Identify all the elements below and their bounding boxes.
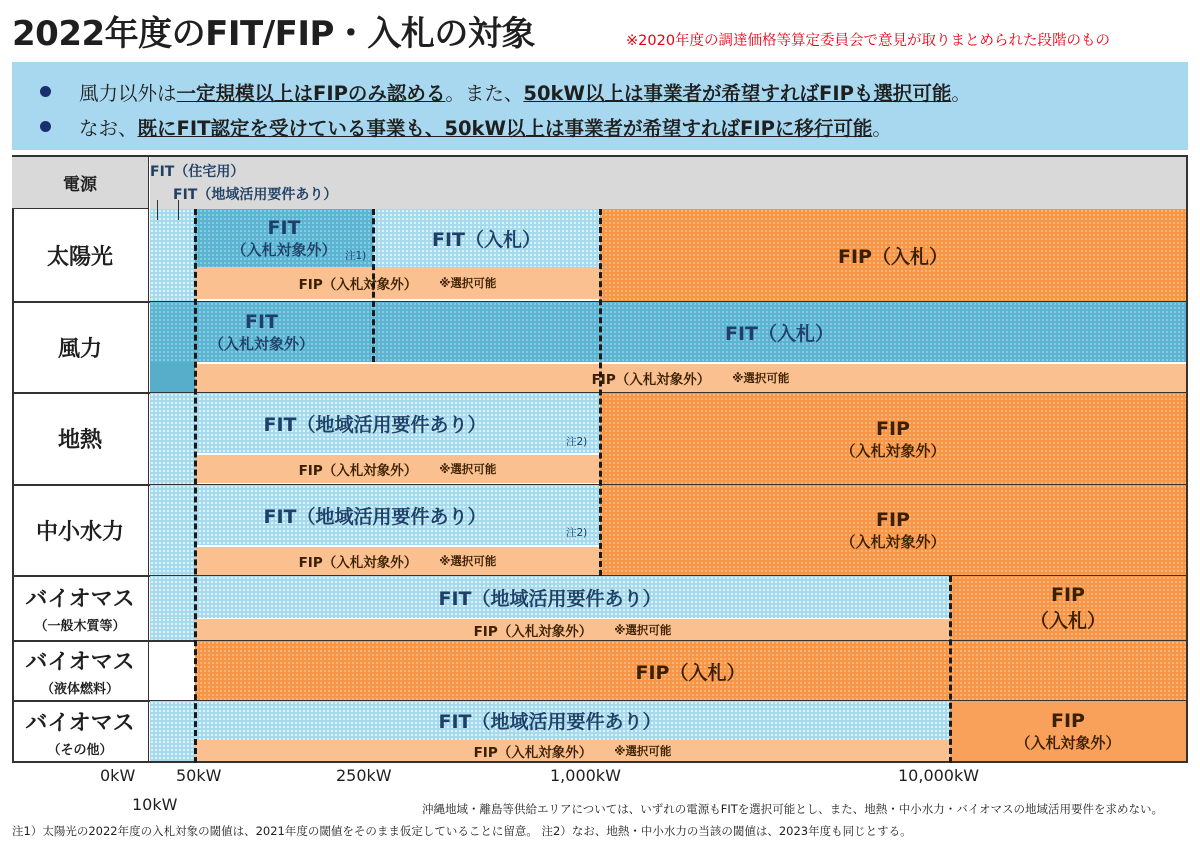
axis-tick-1000kw: 1,000kW (550, 766, 621, 785)
fit-home-label: FIT（住宅用） (150, 164, 245, 180)
fip-label: FIP (1051, 709, 1085, 732)
geo-fip (600, 393, 1186, 485)
row-sub-label: （一般木質等） (34, 619, 126, 634)
footnote-notes: 注1）太陽光の2022年度の入札対象の閾値は、2021年度の閾値をそのまま仮定していることに留意。 注2）なお、地熱・中小水力の当該の閾値は、2023年度も同じとする。 (12, 824, 912, 838)
row-label-biomass-general (12, 576, 149, 641)
bullet-emphasis: 一定規模以上はFIPのみ認める (176, 82, 446, 105)
hydro-fit-small (150, 545, 195, 576)
solar-fit-home (150, 209, 195, 302)
committee-note: ※2020年度の調達価格等算定委員会で意見が取りまとめられた段階のもの (626, 33, 1111, 49)
bio2-fip: FIP（入札） (195, 641, 1186, 701)
axis-tick-50kw: 50kW (176, 766, 222, 785)
bio3-fit-local: FIT（地域活用要件あり） (150, 701, 950, 740)
summary-banner (12, 62, 1188, 150)
fip-band-label: FIP（入札対象外） (298, 463, 418, 479)
fip-band-label: FIP（入札対象外） (298, 277, 418, 293)
pointer-line (178, 200, 179, 220)
fip-label: FIP (1051, 584, 1085, 606)
note-1-marker: 注1) (345, 250, 367, 262)
header-label: 電源 (12, 157, 149, 209)
wind-fit-small (150, 362, 195, 393)
hydro-fip (600, 485, 1186, 576)
fip-band-label: FIP（入札対象外） (473, 744, 593, 761)
fit-sub-label: （入札対象外） (231, 240, 337, 259)
page-title: 2022年度のFIT/FIP・入札の対象 (12, 14, 535, 54)
summary-bullet-1 (40, 78, 971, 106)
axis-tick-250kw: 250kW (336, 766, 392, 785)
bullet-text: 。 (872, 117, 892, 140)
footnote-okinawa: 沖縄地域・離島等供給エリアについては、いずれの電源もFITを選択可能とし、また、地熱・中小水力・バイオマスの地域活用要件を求めない。 (422, 802, 1163, 816)
threshold-1000kw-line (599, 209, 602, 576)
threshold-250kw-line (372, 209, 375, 362)
fit-label: FIT (244, 310, 278, 333)
row-label-solar: 太陽光 (12, 209, 149, 302)
hydro-fip-band (195, 547, 600, 575)
bullet-text: なお、 (79, 117, 138, 140)
row-label-biomass-liquid (12, 641, 149, 701)
row-label-geothermal: 地熱 (12, 393, 149, 485)
solar-fip-bid: FIP（入札） (600, 209, 1186, 302)
selectable-note: ※選択可能 (439, 554, 497, 568)
bio1-fip (950, 576, 1186, 641)
row-label-hydro: 中小水力 (12, 485, 149, 576)
row-label-biomass-other (12, 701, 149, 762)
axis-tick-10000kw: 10,000kW (898, 766, 980, 785)
bullet-text: 。また、 (445, 82, 524, 105)
pointer-line (157, 200, 158, 220)
bio1-fit-small (150, 618, 195, 641)
summary-bullet-2 (40, 113, 892, 141)
bullet-dot-icon (40, 86, 51, 97)
fip-band-label: FIP（入札対象外） (473, 624, 593, 640)
row-label: バイオマス (25, 649, 135, 675)
fit-local-label: FIT（地域活用要件あり） (173, 187, 338, 203)
bio3-fip (950, 701, 1186, 761)
geo-fip-band (195, 455, 600, 483)
bullet-emphasis: 50kW以上は事業者が希望すればFIPも選択可能 (523, 82, 952, 105)
geo-fit-local: FIT（地域活用要件あり） (150, 393, 600, 453)
fip-label: FIP (876, 417, 910, 440)
fip-sub-label: （入札対象外） (840, 533, 946, 551)
fip-sub-label: （入札対象外） (1015, 733, 1121, 752)
bio3-fip-band (195, 740, 950, 761)
solar-fip-band (195, 267, 600, 299)
fip-sub-label: （入札対象外） (840, 441, 946, 460)
row-label: バイオマス (25, 710, 135, 736)
bio1-fip-band (195, 619, 950, 641)
selectable-note: ※選択可能 (439, 276, 497, 290)
row-sub-label: （液体燃料） (40, 681, 119, 697)
note-2-marker: 注2) (566, 436, 588, 448)
bullet-text: 風力以外は (79, 82, 177, 105)
bullet-emphasis: 既にFIT認定を受けている事業も、50kW以上は事業者が希望すればFIPに移行可能 (137, 117, 873, 140)
bio1-fit-local: FIT（地域活用要件あり） (150, 576, 950, 618)
fit-sub-label: （入札対象外） (208, 334, 314, 353)
selectable-note: ※選択可能 (614, 743, 672, 758)
wind-fit-out (150, 302, 373, 362)
hydro-fit-local: FIT（地域活用要件あり） (150, 485, 600, 545)
threshold-50kw-line (194, 209, 197, 763)
fip-band-label: FIP（入札対象外） (298, 555, 418, 571)
fit-label: FIT (267, 216, 301, 239)
selectable-note: ※選択可能 (439, 462, 497, 476)
geo-fit-small (150, 453, 195, 485)
bio3-fit-small (150, 740, 195, 761)
wind-fit-bid: FIT（入札） (373, 302, 1186, 362)
axis-tick-0kw: 0kW (100, 766, 136, 785)
selectable-note: ※選択可能 (614, 623, 672, 637)
bullet-text: 。 (951, 82, 971, 105)
fip-sub-label: （入札） (1029, 610, 1106, 632)
solar-fit-bid: FIT（入札） (373, 209, 600, 267)
wind-fip-band (195, 364, 1186, 392)
fip-band-label: FIP（入札対象外） (591, 372, 711, 388)
threshold-10000kw-line (949, 576, 952, 763)
row-label: バイオマス (25, 587, 135, 612)
selectable-note: ※選択可能 (732, 371, 790, 385)
note-2-marker: 注2) (566, 527, 588, 539)
axis-tick-10kw: 10kW (132, 795, 178, 814)
bullet-dot-icon (40, 121, 51, 132)
row-label-wind: 風力 (12, 302, 149, 393)
fip-label: FIP (876, 509, 910, 531)
row-sub-label: （その他） (47, 742, 113, 758)
